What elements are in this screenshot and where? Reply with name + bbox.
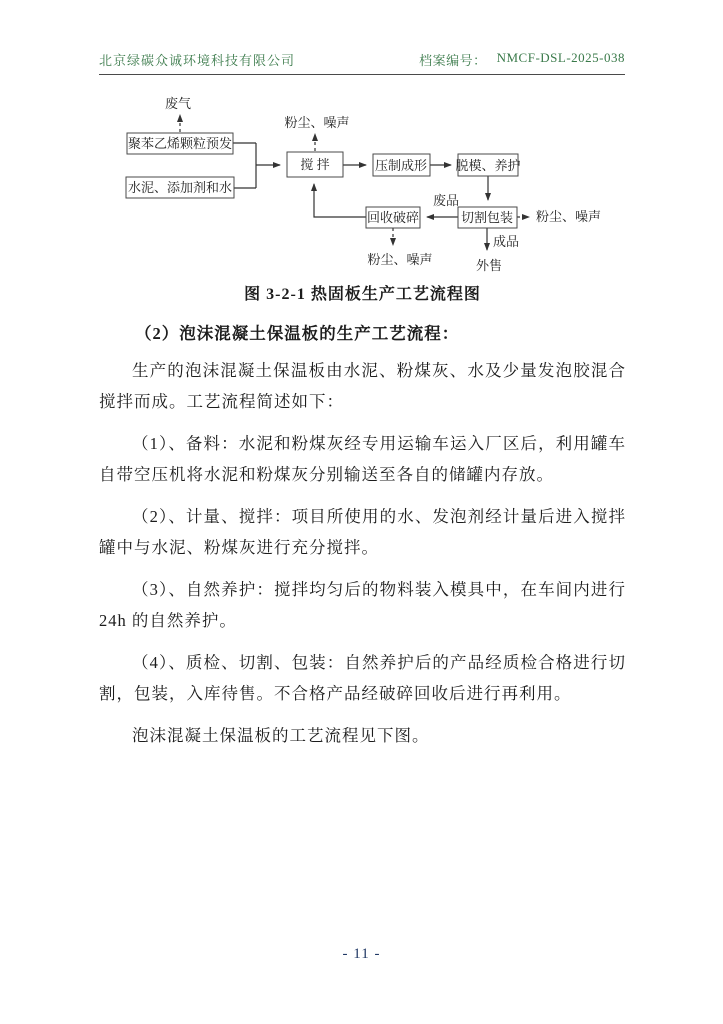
archive-label: 档案编号： (419, 53, 487, 68)
flow-node-demolding-curing (455, 154, 520, 176)
svg-text:回收破碎: 回收破碎 (366, 210, 420, 225)
figure-caption: 图 3-2-1 热固板生产工艺流程图 (244, 286, 481, 303)
flow-node-recycle-crushing (366, 207, 420, 228)
flow-node-polystyrene-pre-expansion (127, 133, 233, 154)
archive-number: NMCF-DSL-2025-038 (496, 50, 625, 65)
flow-node-mixing (287, 152, 343, 177)
process-flowchart (0, 85, 723, 285)
svg-text:压制成形: 压制成形 (374, 158, 428, 173)
page-header (99, 50, 625, 75)
label-waste-product: 废品 (432, 193, 460, 208)
svg-text:切割包装: 切割包装 (460, 210, 514, 225)
archive-number-block (419, 50, 625, 69)
body-paragraph: （4）、质检、切割、包装：自然养护后的产品经质检合格进行切割，包装，入库待售。不合格产品经破碎回收后进行再利用。 (99, 653, 626, 703)
label-dust-noise-right: 粉尘、噪声 (536, 209, 602, 224)
flow-node-press-forming (373, 154, 430, 176)
label-external-sale: 外售 (475, 258, 503, 273)
page-number: - 11 - (342, 946, 381, 962)
label-finished-product: 成品 (493, 234, 520, 249)
body-paragraph: （3）、自然养护：搅拌均匀后的物料装入模具中，在车间内进行 24h 的自然养护。 (99, 580, 626, 630)
body-text-column (99, 283, 626, 762)
svg-text:聚苯乙烯颗粒预发: 聚苯乙烯颗粒预发 (127, 136, 233, 151)
arrow-recycle-to-mixing (314, 184, 366, 217)
svg-text:搅 拌: 搅 拌 (300, 157, 330, 172)
company-name: 北京绿碳众诚环境科技有限公司 (99, 53, 296, 68)
flow-node-cutting-packaging (458, 207, 517, 228)
label-waste-gas: 废气 (164, 96, 192, 111)
label-dust-noise-top: 粉尘、噪声 (284, 115, 350, 130)
body-paragraph: 泡沫混凝土保温板的工艺流程见下图。 (132, 726, 430, 745)
flow-node-cement-additive-water (126, 177, 234, 198)
label-dust-noise-bottom: 粉尘、噪声 (367, 252, 433, 267)
svg-text:水泥、添加剂和水: 水泥、添加剂和水 (127, 180, 233, 195)
svg-text:脱模、养护: 脱模、养护 (455, 158, 521, 173)
body-paragraph: （1）、备料：水泥和粉煤灰经专用运输车运入厂区后，利用罐车自带空压机将水泥和粉煤灰分别输送至各自的储罐内存放。 (99, 434, 626, 484)
section-heading: （2）泡沫混凝土保温板的生产工艺流程： (135, 324, 460, 343)
page-footer (0, 946, 723, 963)
body-paragraph: （2）、计量、搅拌：项目所使用的水、发泡剂经计量后进入搅拌罐中与水泥、粉煤灰进行充分搅拌。 (99, 507, 626, 557)
body-paragraph: 生产的泡沫混凝土保温板由水泥、粉煤灰、水及少量发泡胶混合搅拌而成。工艺流程简述如下： (99, 361, 626, 411)
